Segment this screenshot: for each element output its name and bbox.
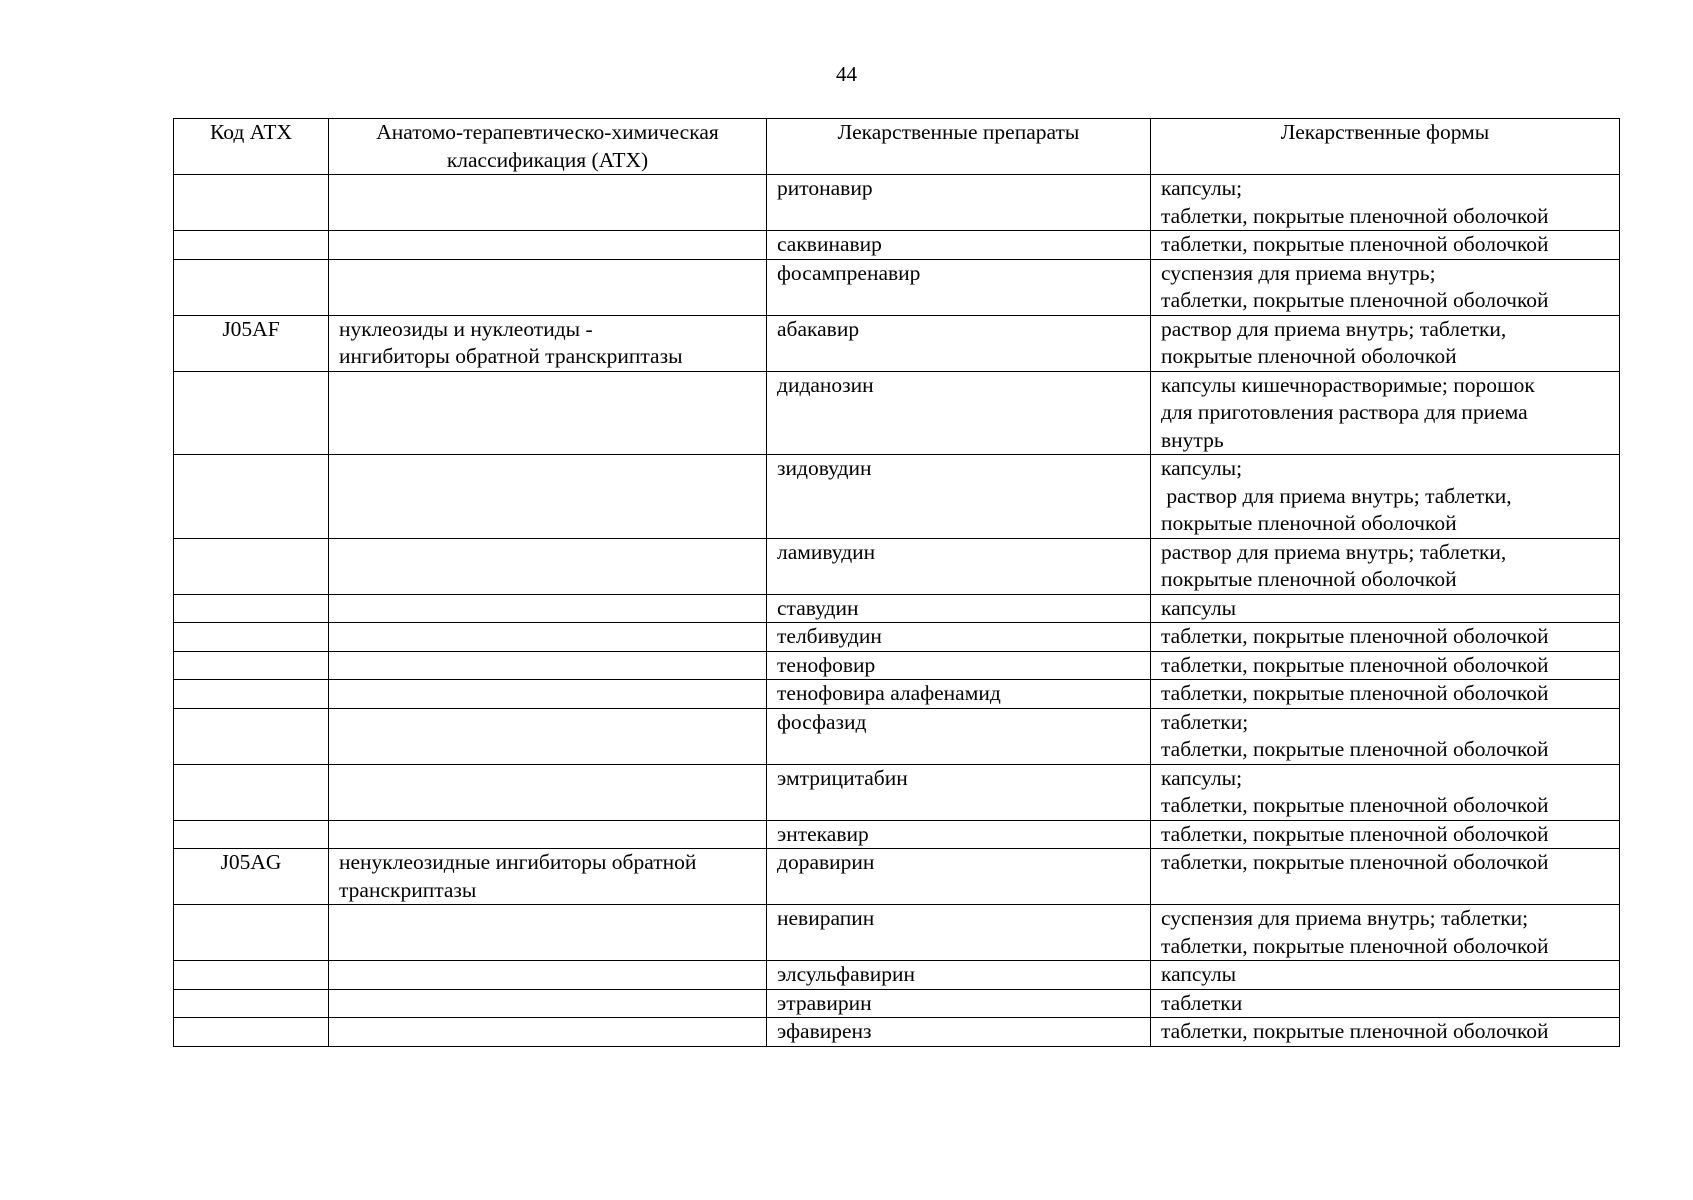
dosage-forms-cell bbox=[1151, 315, 1620, 371]
dosage-forms-cell bbox=[1151, 259, 1620, 315]
dosage-forms-cell bbox=[1151, 623, 1620, 652]
table-row bbox=[174, 1018, 1620, 1047]
atx-code-cell bbox=[174, 989, 329, 1018]
dosage-form-line: капсулы bbox=[1161, 962, 1237, 986]
table-row bbox=[174, 961, 1620, 990]
table-row bbox=[174, 989, 1620, 1018]
table-row bbox=[174, 849, 1620, 905]
atx-classification-cell bbox=[329, 371, 767, 455]
dosage-forms-cell bbox=[1151, 961, 1620, 990]
atx-classification-cell bbox=[329, 538, 767, 594]
table-row bbox=[174, 594, 1620, 623]
dosage-forms-cell bbox=[1151, 680, 1620, 709]
atx-code-cell: J05AF bbox=[174, 315, 329, 371]
atx-classification-cell bbox=[329, 1018, 767, 1047]
header-classification-line: классификация (АТХ) bbox=[446, 147, 649, 172]
header-forms: Лекарственные формы bbox=[1151, 119, 1620, 175]
classification-line: ненуклеозидные ингибиторы обратной bbox=[339, 850, 697, 874]
classification-line: транскриптазы bbox=[339, 877, 477, 902]
dosage-form-line: таблетки, покрытые пленочной оболочкой bbox=[1161, 737, 1549, 761]
atx-code-cell bbox=[174, 623, 329, 652]
atx-classification-cell bbox=[329, 708, 767, 764]
atx-code-cell: J05AG bbox=[174, 849, 329, 905]
table-row bbox=[174, 708, 1620, 764]
dosage-form-line: таблетки; bbox=[1161, 709, 1249, 734]
table-row bbox=[174, 455, 1620, 539]
drug-name-cell: ритонавир bbox=[767, 175, 1151, 231]
drug-name-cell: фосфазид bbox=[767, 708, 1151, 764]
drug-name-cell: невирапин bbox=[767, 905, 1151, 961]
drug-name-cell: доравирин bbox=[767, 849, 1151, 905]
table-row bbox=[174, 820, 1620, 849]
atx-code-cell bbox=[174, 538, 329, 594]
dosage-form-line: таблетки, покрытые пленочной оболочкой bbox=[1161, 681, 1549, 705]
header-code: Код АТХ bbox=[174, 119, 329, 175]
atx-code-cell bbox=[174, 1018, 329, 1047]
atx-classification-cell bbox=[329, 820, 767, 849]
atx-classification-cell bbox=[329, 455, 767, 539]
table-row bbox=[174, 371, 1620, 455]
dosage-form-line: раствор для приема внутрь; таблетки, bbox=[1161, 316, 1507, 341]
atx-classification-cell bbox=[329, 175, 767, 231]
page-number: 44 bbox=[836, 62, 857, 86]
drug-name-cell: элсульфавирин bbox=[767, 961, 1151, 990]
dosage-form-line: капсулы; bbox=[1161, 176, 1243, 200]
table-row bbox=[174, 623, 1620, 652]
dosage-forms-cell bbox=[1151, 651, 1620, 680]
atx-code-cell bbox=[174, 455, 329, 539]
dosage-form-line: внутрь bbox=[1161, 427, 1224, 452]
atx-code-cell bbox=[174, 175, 329, 231]
atx-classification-cell bbox=[329, 849, 767, 905]
classification-line: ингибиторы обратной транскриптазы bbox=[339, 344, 683, 368]
table-row bbox=[174, 315, 1620, 371]
dosage-form-line: таблетки, покрытые пленочной оболочкой bbox=[1161, 652, 1549, 677]
atx-classification-cell bbox=[329, 961, 767, 990]
drug-name-cell: диданозин bbox=[767, 371, 1151, 455]
dosage-form-line: для приготовления раствора для приема bbox=[1161, 400, 1528, 424]
atx-code-cell bbox=[174, 651, 329, 680]
table-row bbox=[174, 764, 1620, 820]
dosage-forms-cell bbox=[1151, 849, 1620, 905]
dosage-form-line: суспензия для приема внутрь; таблетки; bbox=[1161, 906, 1529, 930]
drug-name-cell: ламивудин bbox=[767, 538, 1151, 594]
atx-code-cell bbox=[174, 905, 329, 961]
atx-classification-cell bbox=[329, 680, 767, 709]
atx-classification-cell bbox=[329, 989, 767, 1018]
dosage-forms-cell bbox=[1151, 764, 1620, 820]
drug-name-cell: ставудин bbox=[767, 594, 1151, 623]
dosage-forms-cell bbox=[1151, 455, 1620, 539]
dosage-form-line: капсулы bbox=[1161, 595, 1237, 620]
atx-code-cell bbox=[174, 708, 329, 764]
drug-name-cell: фосампренавир bbox=[767, 259, 1151, 315]
dosage-form-line: таблетки, покрытые пленочной оболочкой bbox=[1161, 624, 1549, 648]
dosage-form-line: капсулы; bbox=[1161, 456, 1243, 480]
dosage-forms-cell bbox=[1151, 1018, 1620, 1047]
dosage-form-line: таблетки, покрытые пленочной оболочкой bbox=[1161, 933, 1549, 958]
drug-name-cell: тенофовир bbox=[767, 651, 1151, 680]
dosage-forms-cell bbox=[1151, 371, 1620, 455]
atx-classification-cell bbox=[329, 259, 767, 315]
atx-code-cell bbox=[174, 820, 329, 849]
drug-name-cell: абакавир bbox=[767, 315, 1151, 371]
drug-name-cell: телбивудин bbox=[767, 623, 1151, 652]
drug-name-cell: тенофовира алафенамид bbox=[767, 680, 1151, 709]
drug-name-cell: саквинавир bbox=[767, 231, 1151, 260]
atx-classification-cell bbox=[329, 315, 767, 371]
atx-classification-cell bbox=[329, 594, 767, 623]
dosage-form-line: таблетки, покрытые пленочной оболочкой bbox=[1161, 288, 1549, 312]
table-row bbox=[174, 175, 1620, 231]
table-row bbox=[174, 905, 1620, 961]
atx-code-cell bbox=[174, 594, 329, 623]
dosage-forms-cell bbox=[1151, 820, 1620, 849]
header-classification-line: Анатомо-терапевтическо-химическая bbox=[376, 120, 719, 144]
table-row bbox=[174, 538, 1620, 594]
dosage-form-line: раствор для приема внутрь; таблетки, bbox=[1161, 539, 1507, 564]
atx-classification-cell bbox=[329, 623, 767, 652]
atx-classification-cell bbox=[329, 905, 767, 961]
header-classification bbox=[329, 119, 767, 175]
atx-classification-cell bbox=[329, 764, 767, 820]
table-row bbox=[174, 651, 1620, 680]
drug-name-cell: этравирин bbox=[767, 989, 1151, 1018]
dosage-form-line: покрытые пленочной оболочкой bbox=[1161, 511, 1457, 535]
drug-name-cell: эфавиренз bbox=[767, 1018, 1151, 1047]
atx-code-cell bbox=[174, 371, 329, 455]
dosage-form-line: капсулы; bbox=[1161, 765, 1243, 790]
dosage-form-line: раствор для приема внутрь; таблетки, bbox=[1161, 483, 1512, 508]
dosage-form-line: покрытые пленочной оболочкой bbox=[1161, 344, 1457, 368]
dosage-forms-cell bbox=[1151, 905, 1620, 961]
dosage-forms-cell bbox=[1151, 231, 1620, 260]
atx-code-cell bbox=[174, 961, 329, 990]
dosage-form-line: таблетки bbox=[1161, 990, 1243, 1015]
classification-line: нуклеозиды и нуклеотиды - bbox=[339, 316, 593, 341]
dosage-forms-cell bbox=[1151, 538, 1620, 594]
header-drugs: Лекарственные препараты bbox=[767, 119, 1151, 175]
drug-name-cell: зидовудин bbox=[767, 455, 1151, 539]
table-row bbox=[174, 231, 1620, 260]
drug-name-cell: энтекавир bbox=[767, 820, 1151, 849]
table-row bbox=[174, 680, 1620, 709]
dosage-forms-cell bbox=[1151, 989, 1620, 1018]
atx-code-cell bbox=[174, 764, 329, 820]
atx-classification-cell bbox=[329, 231, 767, 260]
atx-code-cell bbox=[174, 259, 329, 315]
atx-classification-cell bbox=[329, 651, 767, 680]
dosage-form-line: таблетки, покрытые пленочной оболочкой bbox=[1161, 821, 1549, 846]
table-body bbox=[174, 175, 1620, 1047]
atx-drug-table bbox=[173, 118, 1620, 1047]
atx-code-cell bbox=[174, 680, 329, 709]
dosage-form-line: таблетки, покрытые пленочной оболочкой bbox=[1161, 203, 1549, 228]
atx-code-cell bbox=[174, 231, 329, 260]
dosage-form-line: таблетки, покрытые пленочной оболочкой bbox=[1161, 232, 1549, 256]
dosage-form-line: суспензия для приема внутрь; bbox=[1161, 260, 1436, 285]
drug-name-cell: эмтрицитабин bbox=[767, 764, 1151, 820]
dosage-form-line: покрытые пленочной оболочкой bbox=[1161, 567, 1457, 591]
dosage-form-line: таблетки, покрытые пленочной оболочкой bbox=[1161, 850, 1549, 874]
dosage-form-line: таблетки, покрытые пленочной оболочкой bbox=[1161, 1019, 1549, 1043]
dosage-forms-cell bbox=[1151, 708, 1620, 764]
dosage-forms-cell bbox=[1151, 594, 1620, 623]
table-row bbox=[174, 259, 1620, 315]
dosage-forms-cell bbox=[1151, 175, 1620, 231]
header-row bbox=[174, 119, 1620, 175]
dosage-form-line: таблетки, покрытые пленочной оболочкой bbox=[1161, 793, 1549, 817]
table-header bbox=[174, 119, 1620, 175]
dosage-form-line: капсулы кишечнорастворимые; порошок bbox=[1161, 372, 1535, 397]
